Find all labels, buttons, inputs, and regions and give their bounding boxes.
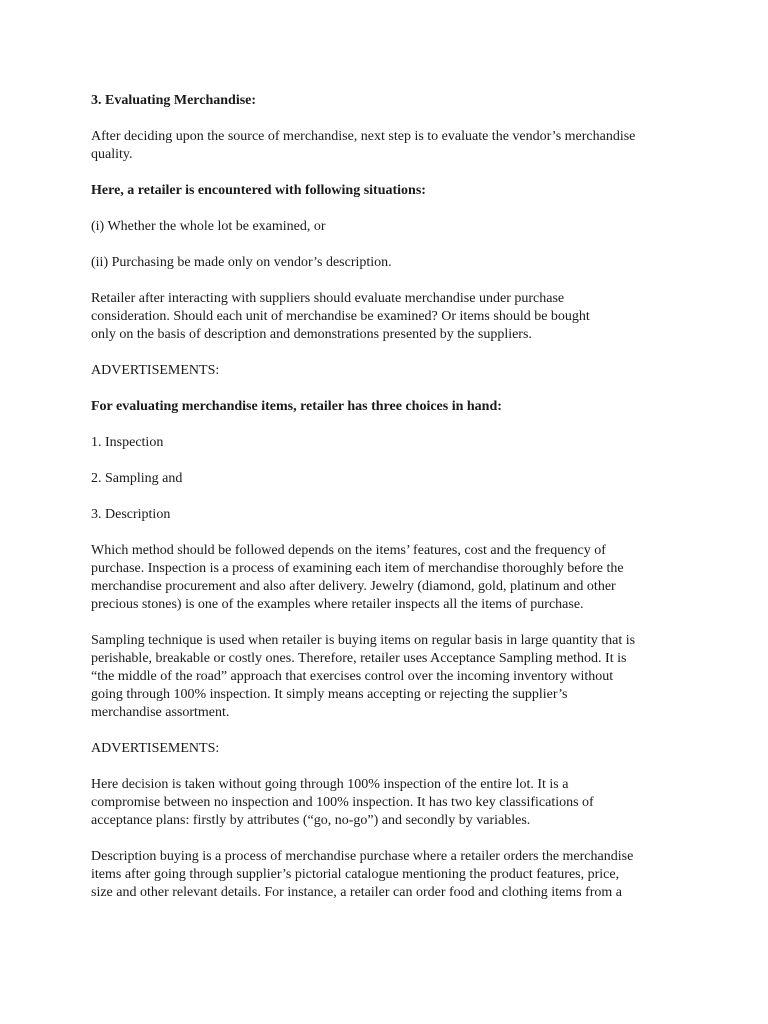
advertisements-label-1: ADVERTISEMENTS: — [91, 363, 220, 378]
document-page — [91, 92, 691, 920]
paragraph-sampling: Sampling technique is used when retailer is buying items on regular basis in large quantity that is perishable, breakable or costly ones. Therefore, retailer uses Acceptance Sampling method. It is “the middle of the road” approach that exercises control over the incoming inventory without going through 100% inspection. It simply means accepting or rejecting the supplier’s merchandise assortment. — [91, 633, 636, 720]
paragraph-evaluation: Retailer after interacting with suppliers should evaluate merchandise under purchase consideration. Should each unit of merchandise be examined? Or items should be bought only on the basis of description and demonstrations presented by the suppliers. — [91, 291, 590, 342]
advertisements-label-2: ADVERTISEMENTS: — [91, 741, 220, 756]
situation-item-2: (ii) Purchasing be made only on vendor’s description. — [91, 255, 392, 270]
choices-heading: For evaluating merchandise items, retailer has three choices in hand: — [91, 399, 502, 414]
situation-item-1: (i) Whether the whole lot be examined, or — [91, 219, 326, 234]
choice-item-2: 2. Sampling and — [91, 471, 183, 486]
paragraph-inspection: Which method should be followed depends on the items’ features, cost and the frequency of purchase. Inspection is a process of examining each item of merchandise thoroughly before the merchandise procurement and also after delivery. Jewelry (diamond, gold, platinum and other precious stones) is one of the examples where retailer inspects all the items of purchase. — [91, 543, 624, 612]
paragraph-acceptance: Here decision is taken without going through 100% inspection of the entire lot. It is a compromise between no inspection and 100% inspection. It has two key classifications of acceptance plans: firstly by attributes (“go, no-go”) and secondly by variables. — [91, 777, 594, 828]
paragraph-description: Description buying is a process of merchandise purchase where a retailer orders the merchandise items after going through supplier’s pictorial catalogue mentioning the product features, price, size and other relevant details. For instance, a retailer can order food and clothing items from a — [91, 849, 634, 900]
paragraph-intro: After deciding upon the source of merchandise, next step is to evaluate the vendor’s merchandise quality. — [91, 129, 636, 162]
choice-item-1: 1. Inspection — [91, 435, 164, 450]
choice-item-3: 3. Description — [91, 507, 171, 522]
situations-heading: Here, a retailer is encountered with following situations: — [91, 183, 426, 198]
section-heading: 3. Evaluating Merchandise: — [91, 93, 257, 108]
